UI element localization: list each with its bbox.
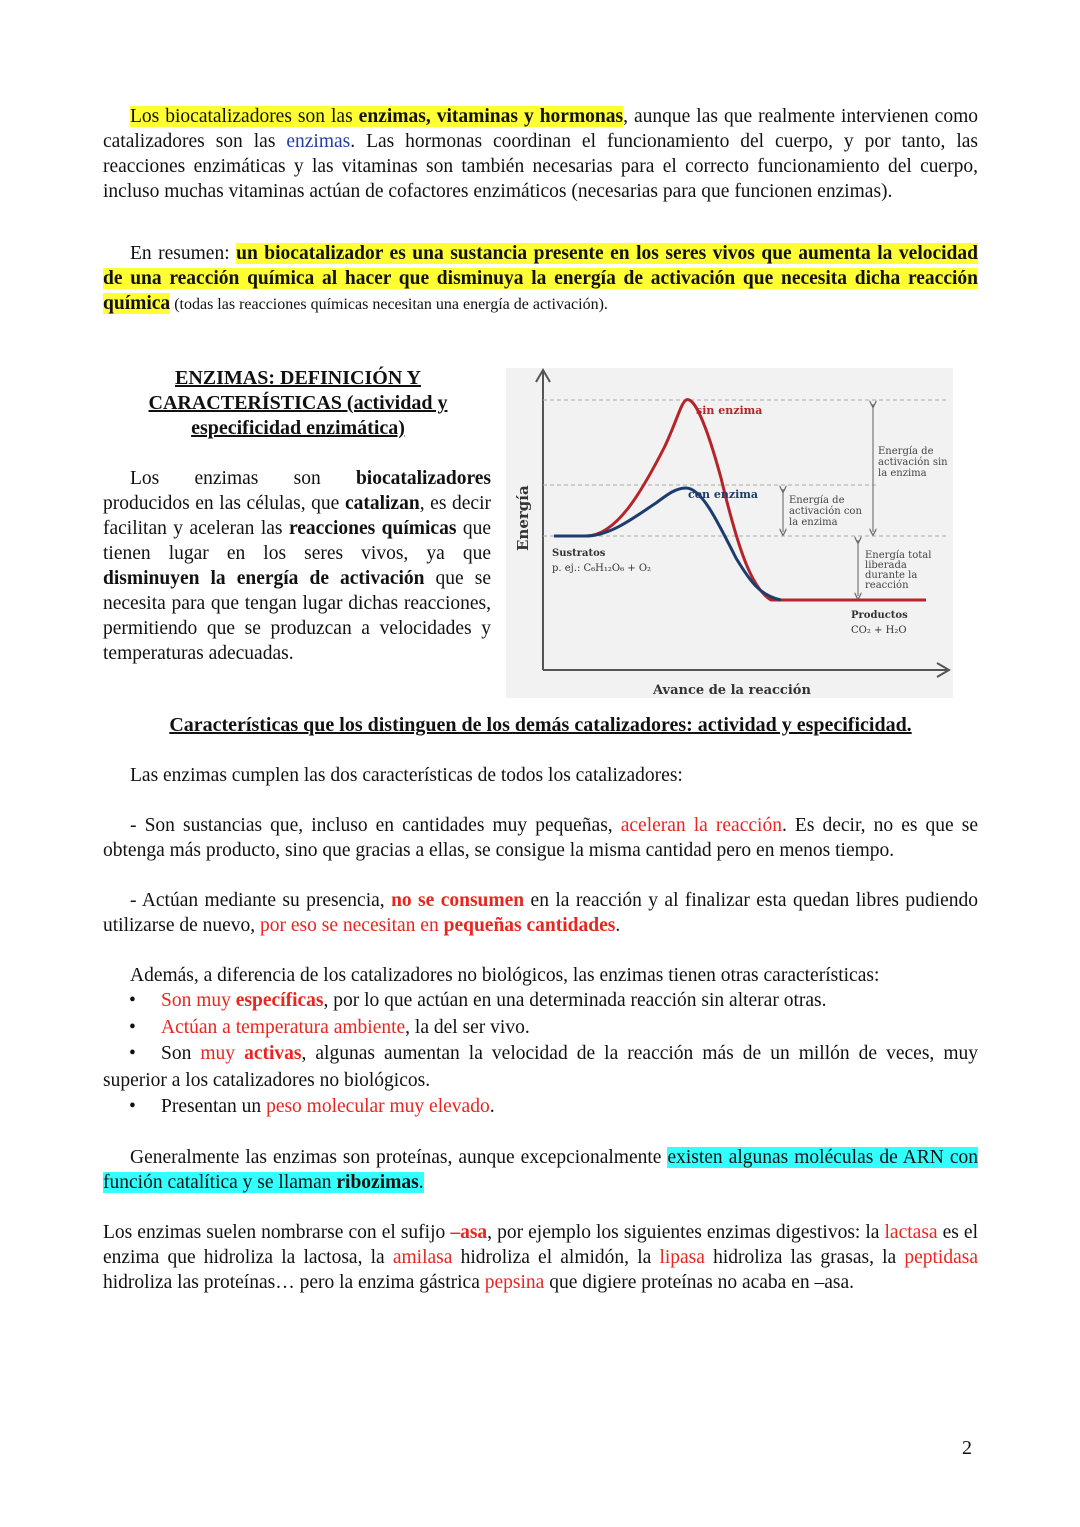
enzyme-definition-paragraph: Los enzimas son biocatalizadores producidos en las células, que catalizan, es decir facilitan y aceleran las reacciones químicas que tienen lugar en los seres vivos, ya que disminuyen la energía de activación que se necesita para que tengan lugar dichas reacciones, permitiendo que se produzcan a velocidades y temperaturas adecuadas. (103, 468, 492, 664)
total-energy-label-1: Energía total (865, 550, 932, 561)
ea-sin-label-1: Energía de (878, 446, 934, 457)
list-item: • Son muy activas, algunas aumentan la velocidad de la reacción más de un millón de veces, muy superior a los catalizadores no biológicos. (103, 1043, 978, 1091)
total-energy-label-4: reacción (865, 580, 909, 591)
activation-energy-chart (506, 368, 953, 698)
ea-sin-label-3: la enzima (878, 468, 927, 479)
curve-con-enzima (554, 488, 781, 600)
characteristics-title: Características que los distinguen de los demás catalizadores: actividad y especificidad. (169, 714, 912, 736)
bullet-dot: • (129, 1016, 136, 1038)
ea-con-label-1: Energía de (789, 495, 845, 506)
summary-paragraph: En resumen: un biocatalizador es una sustancia presente en los seres vivos que aumenta la velocidad de una reacción química al hacer que disminuya la energía de activación que necesita dicha reacción química (todas las reacciones químicas necesitan una energía de activación). (103, 243, 978, 314)
list-item: • Son muy específicas, por lo que actúan en una determinada reacción sin alterar otras. (103, 988, 978, 1015)
productos-label: Productos (851, 610, 908, 621)
biocatalysts-paragraph: Los biocatalizadores son las enzimas, vitaminas y hormonas, aunque las que realmente intervienen como catalizadores son las enzimas. Las hormonas coordinan el funcionamiento del cuerpo, y por tanto, las reacciones enzimáticas y las vitaminas son también necesarias para el correcto funcionamiento del cuerpo, incluso muchas vitaminas actúan de cofactores enzimáticos (necesarias para que funcionen enzimas). (103, 106, 979, 202)
highlight-intro: Los biocatalizadores son las enzimas, vitaminas y hormonas (130, 106, 624, 127)
section-title: ENZIMAS: DEFINICIÓN Y CARACTERÍSTICAS (actividad y especificidad enzimática) (148, 367, 448, 439)
series-label-con-enzima: con enzima (688, 488, 759, 501)
ribozymes-paragraph: Generalmente las enzimas son proteínas, aunque excepcionalmente existen algunas moléculas de ARN con función catalítica y se llaman ribozimas. (103, 1147, 978, 1193)
total-energy-label-3: durante la (865, 570, 918, 581)
bullet-dot: • (129, 990, 136, 1011)
bullet-dot: • (129, 1043, 136, 1064)
ribozymes-highlight: existen algunas moléculas de ARN con función catalítica y se llaman ribozimas. (103, 1147, 978, 1193)
activation-energy-svg (506, 368, 953, 698)
page-number: 2 (962, 1437, 972, 1459)
other-characteristics-paragraph: Además, a diferencia de los catalizadores no biológicos, las enzimas tienen otras características: (130, 965, 880, 986)
x-axis-label: Avance de la reacción (653, 683, 811, 698)
ea-sin-label-2: activación sin (878, 457, 948, 468)
list-item: • Actúan a temperatura ambiente, la del ser vivo. (103, 1015, 978, 1042)
sustratos-label: Sustratos (552, 548, 606, 559)
two-characteristics-paragraph: Las enzimas cumplen las dos características de todos los catalizadores: (130, 765, 683, 786)
y-axis-label: Energía (514, 485, 532, 551)
summary-definition-highlight: un biocatalizador es una sustancia presente en los seres vivos que aumenta la velocidad de una reacción química al hacer que disminuya la energía de activación que necesita dicha reacción química (103, 243, 978, 314)
enzimas-blue-term: enzimas (286, 131, 351, 152)
ea-con-label-3: la enzima (789, 517, 838, 528)
accelerate-paragraph: - Son sustancias que, incluso en cantidades muy pequeñas, aceleran la reacción. Es decir, no es que se obtenga más producto, sino que gracias a ellas, se consigue la misma cantidad pero en menos tiempo. (103, 815, 978, 861)
series-label-sin-enzima: sin enzima (696, 404, 763, 417)
ea-con-label-2: activación con (789, 506, 862, 517)
naming-suffix-paragraph: Los enzimas suelen nombrarse con el sufijo –asa, por ejemplo los siguientes enzimas digestivos: la lactasa es el enzima que hidroliza la lactosa, la amilasa hidroliza el almidón, la lipasa hidroliza las grasas, la peptidasa hidroliza las proteínas… pero la enzima gástrica pepsina que digiere proteínas no acaba en –asa. (103, 1222, 978, 1293)
not-consumed-paragraph: - Actúan mediante su presencia, no se consumen en la reacción y al finalizar esta quedan libres pudiendo utilizarse de nuevo, por eso se necesitan en pequeñas cantidades. (103, 890, 978, 936)
enzyme-properties-list (103, 988, 978, 1121)
total-energy-label-2: liberada (865, 560, 907, 571)
sustratos-formula: p. ej.: C₆H₁₂O₆ + O₂ (552, 563, 652, 574)
list-item: • Presentan un peso molecular muy elevado. (103, 1094, 978, 1121)
productos-formula: CO₂ + H₂O (851, 625, 907, 636)
summary-note: (todas las reacciones químicas necesitan una energía de activación). (170, 296, 608, 313)
bullet-dot: • (129, 1096, 136, 1117)
bold-highlight-enzymes: enzimas, vitaminas y hormonas (358, 106, 624, 127)
